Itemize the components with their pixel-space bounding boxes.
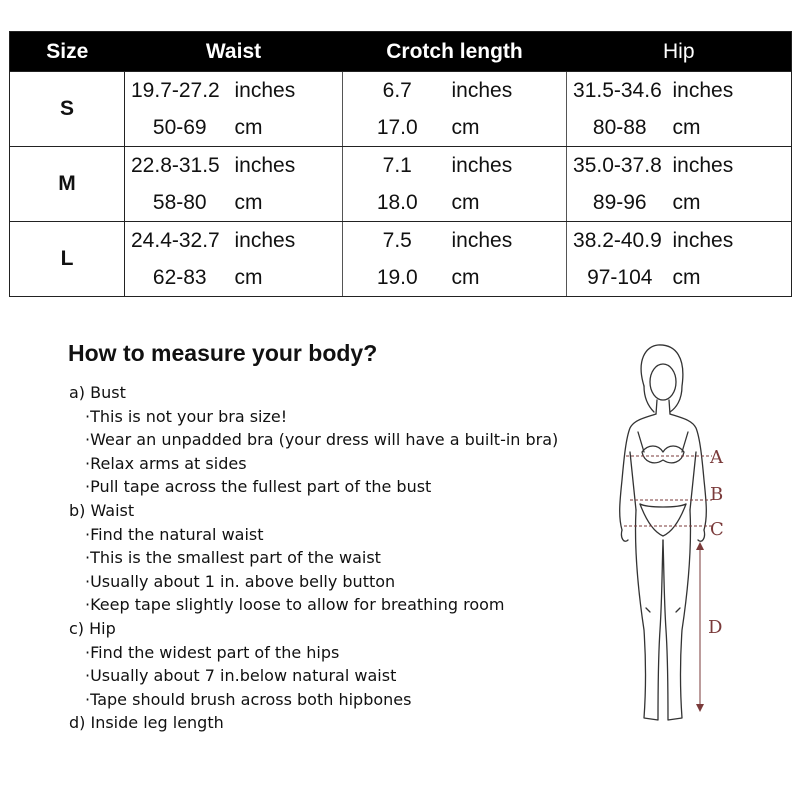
table-header-row: [10, 32, 792, 72]
guide-bullet: ·This is the smallest part of the waist: [85, 548, 381, 568]
size-chart-table: [9, 31, 792, 297]
unit-inches: inches: [452, 72, 567, 110]
table-row: [10, 222, 792, 260]
measurement-guide: [69, 381, 589, 735]
unit-cm: cm: [452, 184, 567, 222]
crotch-cm-value: 19.0: [343, 259, 452, 297]
unit-cm: cm: [673, 109, 792, 147]
size-label: S: [10, 72, 125, 147]
body-outline-illustration: [596, 340, 736, 740]
header-waist: Waist: [125, 32, 343, 72]
unit-cm: cm: [673, 259, 792, 297]
waist-inches-value: 24.4-32.7: [125, 222, 235, 260]
unit-inches: inches: [673, 147, 792, 185]
guide-bullet: ·Keep tape slightly loose to allow for breathing room: [85, 595, 505, 615]
unit-inches: inches: [452, 222, 567, 260]
size-label: M: [10, 147, 125, 222]
unit-cm: cm: [452, 259, 567, 297]
table-row: [10, 147, 792, 185]
guide-section-heading: d) Inside leg length: [69, 713, 224, 733]
crotch-inches-value: 6.7: [343, 72, 452, 110]
table-row: [10, 109, 792, 147]
guide-bullet: ·Pull tape across the fullest part of the bust: [85, 477, 432, 497]
guide-bullet: ·Relax arms at sides: [85, 453, 247, 473]
unit-inches: inches: [673, 222, 792, 260]
guide-title: How to measure your body?: [68, 340, 378, 366]
crotch-cm-value: 18.0: [343, 184, 452, 222]
waist-cm-value: 62-83: [125, 259, 235, 297]
unit-cm: cm: [235, 109, 343, 147]
body-measurement-figure: [596, 340, 736, 740]
header-hip: Hip: [567, 32, 792, 72]
crotch-inches-value: 7.5: [343, 222, 452, 260]
guide-bullet: ·This is not your bra size!: [85, 406, 288, 426]
guide-section-heading: b) Waist: [69, 500, 135, 520]
guide-bullet: ·Wear an unpadded bra (your dress will have a built-in bra): [85, 430, 559, 450]
guide-bullet: ·Usually about 1 in. above belly button: [85, 571, 396, 591]
unit-cm: cm: [235, 259, 343, 297]
unit-cm: cm: [452, 109, 567, 147]
unit-inches: inches: [235, 222, 343, 260]
waist-inches-value: 19.7-27.2: [125, 72, 235, 110]
crotch-inches-value: 7.1: [343, 147, 452, 185]
hip-inches-value: 31.5-34.6: [567, 72, 673, 110]
figure-label-c: C: [710, 519, 724, 540]
guide-section-heading: c) Hip: [69, 618, 116, 638]
guide-bullet: ·Find the widest part of the hips: [85, 642, 340, 662]
waist-cm-value: 50-69: [125, 109, 235, 147]
unit-inches: inches: [452, 147, 567, 185]
unit-inches: inches: [673, 72, 792, 110]
waist-inches-value: 22.8-31.5: [125, 147, 235, 185]
table-row: [10, 259, 792, 297]
header-size: Size: [10, 32, 125, 72]
header-crotch-length: Crotch length: [343, 32, 567, 72]
figure-label-a: A: [710, 447, 723, 468]
table-row: [10, 184, 792, 222]
unit-inches: inches: [235, 147, 343, 185]
unit-inches: inches: [235, 72, 343, 110]
waist-cm-value: 58-80: [125, 184, 235, 222]
size-label: L: [10, 222, 125, 297]
hip-inches-value: 38.2-40.9: [567, 222, 673, 260]
guide-bullet: ·Usually about 7 in.below natural waist: [85, 666, 397, 686]
hip-cm-value: 80-88: [567, 109, 673, 147]
hip-cm-value: 89-96: [567, 184, 673, 222]
figure-label-d: D: [708, 617, 723, 638]
unit-cm: cm: [235, 184, 343, 222]
table-row: [10, 72, 792, 110]
guide-bullet: ·Tape should brush across both hipbones: [85, 689, 412, 709]
guide-bullet: ·Find the natural waist: [85, 524, 264, 544]
unit-cm: cm: [673, 184, 792, 222]
guide-section-heading: a) Bust: [69, 383, 126, 402]
hip-cm-value: 97-104: [567, 259, 673, 297]
crotch-cm-value: 17.0: [343, 109, 452, 147]
hip-inches-value: 35.0-37.8: [567, 147, 673, 185]
figure-label-b: B: [710, 484, 724, 505]
